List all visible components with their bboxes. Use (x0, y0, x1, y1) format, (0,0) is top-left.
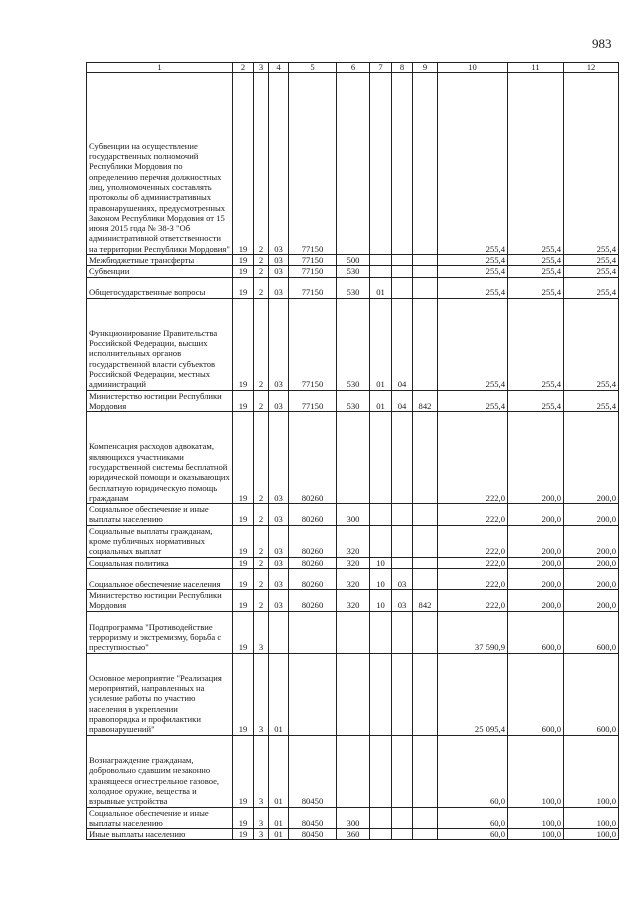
row-value-cell-4: 01 (269, 807, 289, 829)
row-value-cell-8 (392, 266, 413, 277)
row-value-cell-12: 200,0 (564, 589, 619, 611)
row-value-cell-8 (392, 829, 413, 840)
row-value-cell-4: 03 (269, 390, 289, 412)
page-number: 983 (592, 36, 612, 51)
row-value-cell-8 (392, 277, 413, 298)
row-value-cell-8 (392, 611, 413, 653)
row-value-cell-9 (413, 298, 438, 390)
row-value-cell-5: 80450 (289, 829, 337, 840)
row-value-cell-7: 10 (370, 568, 392, 589)
column-header-11: 11 (508, 63, 564, 73)
row-name-cell: Социальные выплаты гражданам, кроме публичных нормативных социальных выплат (87, 525, 233, 557)
table-row (87, 255, 619, 266)
row-value-cell-11: 255,4 (508, 266, 564, 277)
row-value-cell-9 (413, 277, 438, 298)
row-value-cell-12: 255,4 (564, 298, 619, 390)
row-value-cell-3: 2 (254, 255, 269, 266)
column-header-2: 2 (233, 63, 254, 73)
row-value-cell-8: 03 (392, 589, 413, 611)
row-value-cell-10: 222,0 (438, 568, 508, 589)
row-value-cell-10: 255,4 (438, 266, 508, 277)
table-row (87, 807, 619, 829)
row-value-cell-7 (370, 735, 392, 807)
row-value-cell-2: 19 (233, 412, 254, 504)
row-value-cell-11: 600,0 (508, 611, 564, 653)
row-name-cell: Социальное обеспечение и иные выплаты населению (87, 504, 233, 526)
row-value-cell-5: 77150 (289, 73, 337, 255)
row-value-cell-4: 03 (269, 412, 289, 504)
row-value-cell-8 (392, 807, 413, 829)
row-value-cell-10: 222,0 (438, 525, 508, 557)
table-row (87, 735, 619, 807)
row-value-cell-6: 500 (337, 255, 370, 266)
row-value-cell-5: 80260 (289, 568, 337, 589)
row-value-cell-11: 255,4 (508, 277, 564, 298)
row-value-cell-4: 03 (269, 557, 289, 568)
table-row (87, 412, 619, 504)
row-value-cell-11: 200,0 (508, 557, 564, 568)
row-value-cell-11: 200,0 (508, 589, 564, 611)
row-value-cell-3: 2 (254, 277, 269, 298)
row-value-cell-6: 530 (337, 298, 370, 390)
row-value-cell-11: 255,4 (508, 73, 564, 255)
row-value-cell-5: 80260 (289, 557, 337, 568)
row-value-cell-10: 255,4 (438, 255, 508, 266)
row-value-cell-11: 600,0 (508, 653, 564, 735)
row-value-cell-5: 80450 (289, 735, 337, 807)
row-value-cell-9 (413, 412, 438, 504)
row-value-cell-8: 03 (392, 568, 413, 589)
row-value-cell-3: 2 (254, 266, 269, 277)
row-value-cell-6 (337, 735, 370, 807)
row-value-cell-4: 03 (269, 298, 289, 390)
column-header-4: 4 (269, 63, 289, 73)
row-value-cell-6: 300 (337, 807, 370, 829)
row-value-cell-10: 25 095,4 (438, 653, 508, 735)
row-value-cell-12: 200,0 (564, 525, 619, 557)
table-row (87, 277, 619, 298)
row-value-cell-7: 01 (370, 298, 392, 390)
row-value-cell-4: 03 (269, 277, 289, 298)
row-value-cell-3: 3 (254, 735, 269, 807)
row-value-cell-2: 19 (233, 611, 254, 653)
row-value-cell-11: 100,0 (508, 807, 564, 829)
row-value-cell-3: 2 (254, 568, 269, 589)
row-value-cell-2: 19 (233, 525, 254, 557)
table-header-row (87, 63, 619, 73)
row-value-cell-6: 530 (337, 390, 370, 412)
row-value-cell-9 (413, 266, 438, 277)
row-value-cell-8 (392, 653, 413, 735)
row-value-cell-10: 37 590,9 (438, 611, 508, 653)
row-value-cell-5: 77150 (289, 266, 337, 277)
row-value-cell-10: 60,0 (438, 735, 508, 807)
row-value-cell-10: 60,0 (438, 829, 508, 840)
row-value-cell-10: 255,4 (438, 298, 508, 390)
row-value-cell-3: 2 (254, 73, 269, 255)
row-value-cell-8 (392, 735, 413, 807)
row-value-cell-6: 530 (337, 277, 370, 298)
row-value-cell-5: 80260 (289, 589, 337, 611)
row-value-cell-6 (337, 73, 370, 255)
row-value-cell-2: 19 (233, 255, 254, 266)
row-value-cell-2: 19 (233, 557, 254, 568)
row-value-cell-9 (413, 807, 438, 829)
table-row (87, 504, 619, 526)
row-value-cell-9: 842 (413, 589, 438, 611)
row-value-cell-8 (392, 73, 413, 255)
row-name-cell: Функционирование Правительства Российской Федерации, высших исполнительных органов государственной власти субъектов Российской Федерации, местных администраций (87, 298, 233, 390)
row-value-cell-12: 600,0 (564, 653, 619, 735)
table-row (87, 611, 619, 653)
row-value-cell-5: 77150 (289, 390, 337, 412)
row-value-cell-5: 80260 (289, 525, 337, 557)
row-value-cell-12: 100,0 (564, 829, 619, 840)
row-value-cell-12: 200,0 (564, 557, 619, 568)
row-value-cell-2: 19 (233, 298, 254, 390)
row-value-cell-5 (289, 653, 337, 735)
row-value-cell-12: 100,0 (564, 807, 619, 829)
row-value-cell-9 (413, 653, 438, 735)
table-row (87, 589, 619, 611)
column-header-6: 6 (337, 63, 370, 73)
row-value-cell-4: 01 (269, 829, 289, 840)
row-value-cell-6: 320 (337, 557, 370, 568)
row-value-cell-10: 255,4 (438, 390, 508, 412)
row-value-cell-5: 77150 (289, 298, 337, 390)
row-value-cell-7 (370, 807, 392, 829)
row-name-cell: Вознаграждение гражданам, добровольно сдавшим незаконно хранящееся огнестрельное газовое, холодное оружие, вещества и взрывные устройства (87, 735, 233, 807)
row-value-cell-4: 03 (269, 266, 289, 277)
row-value-cell-4: 03 (269, 568, 289, 589)
row-value-cell-3: 3 (254, 807, 269, 829)
table-row (87, 298, 619, 390)
row-value-cell-12: 200,0 (564, 504, 619, 526)
row-value-cell-9 (413, 525, 438, 557)
row-value-cell-11: 200,0 (508, 525, 564, 557)
row-name-cell: Субвенции (87, 266, 233, 277)
row-value-cell-10: 60,0 (438, 807, 508, 829)
row-value-cell-12: 255,4 (564, 73, 619, 255)
row-name-cell: Основное мероприятие "Реализация мероприятий, направленных на усиление работы по участию населения в укреплении правопорядка и профилактики правонарушений" (87, 653, 233, 735)
row-value-cell-7: 01 (370, 277, 392, 298)
table-row (87, 525, 619, 557)
row-name-cell: Социальная политика (87, 557, 233, 568)
row-value-cell-9 (413, 255, 438, 266)
row-value-cell-11: 255,4 (508, 390, 564, 412)
row-value-cell-8 (392, 557, 413, 568)
row-name-cell: Социальное обеспечение и иные выплаты населению (87, 807, 233, 829)
column-header-7: 7 (370, 63, 392, 73)
row-value-cell-10: 222,0 (438, 504, 508, 526)
table-row (87, 73, 619, 255)
row-value-cell-3: 2 (254, 504, 269, 526)
row-value-cell-2: 19 (233, 504, 254, 526)
row-name-cell: Субвенции на осуществление государственных полномочий Республики Мордовия по определению перечня должностных лиц, уполномоченных составлять протоколы об административных правонарушениях, предусмотренных Законом Республики Мордовия от 15 июня 2015 года № 38-З "Об административной ответственности на территории Республики Мордовия" (87, 73, 233, 255)
row-value-cell-3: 3 (254, 611, 269, 653)
row-value-cell-11: 255,4 (508, 255, 564, 266)
row-value-cell-6: 360 (337, 829, 370, 840)
row-value-cell-6: 320 (337, 589, 370, 611)
row-name-cell: Социальное обеспечение населения (87, 568, 233, 589)
row-value-cell-2: 19 (233, 589, 254, 611)
row-name-cell: Компенсация расходов адвокатам, являющихся участниками государственной системы бесплатной юридической помощи и оказывающих бесплатную юридическую помощь гражданам (87, 412, 233, 504)
column-header-1: 1 (87, 63, 233, 73)
column-header-5: 5 (289, 63, 337, 73)
row-name-cell: Подпрограмма "Противодействие терроризму и экстремизму, борьба с преступностью" (87, 611, 233, 653)
row-value-cell-5: 80450 (289, 807, 337, 829)
row-value-cell-4: 03 (269, 73, 289, 255)
row-value-cell-5: 80260 (289, 504, 337, 526)
row-value-cell-12: 200,0 (564, 412, 619, 504)
row-value-cell-7 (370, 73, 392, 255)
row-value-cell-3: 2 (254, 390, 269, 412)
row-value-cell-4: 03 (269, 504, 289, 526)
table-row (87, 390, 619, 412)
row-value-cell-10: 222,0 (438, 557, 508, 568)
row-value-cell-10: 255,4 (438, 277, 508, 298)
row-value-cell-7 (370, 412, 392, 504)
row-value-cell-11: 200,0 (508, 412, 564, 504)
table-row (87, 568, 619, 589)
row-value-cell-10: 222,0 (438, 412, 508, 504)
row-value-cell-12: 255,4 (564, 277, 619, 298)
row-value-cell-9: 842 (413, 390, 438, 412)
row-value-cell-2: 19 (233, 266, 254, 277)
column-header-8: 8 (392, 63, 413, 73)
row-value-cell-12: 255,4 (564, 255, 619, 266)
row-value-cell-7 (370, 255, 392, 266)
row-value-cell-11: 200,0 (508, 504, 564, 526)
table-row (87, 829, 619, 840)
row-value-cell-2: 19 (233, 807, 254, 829)
row-value-cell-7 (370, 653, 392, 735)
row-value-cell-6: 530 (337, 266, 370, 277)
row-value-cell-2: 19 (233, 73, 254, 255)
row-value-cell-8 (392, 255, 413, 266)
row-value-cell-4: 03 (269, 255, 289, 266)
column-header-9: 9 (413, 63, 438, 73)
row-value-cell-11: 255,4 (508, 298, 564, 390)
row-value-cell-4: 01 (269, 653, 289, 735)
row-value-cell-10: 255,4 (438, 73, 508, 255)
row-value-cell-3: 2 (254, 589, 269, 611)
row-value-cell-7 (370, 525, 392, 557)
row-value-cell-3: 2 (254, 557, 269, 568)
row-value-cell-6 (337, 611, 370, 653)
row-value-cell-11: 100,0 (508, 735, 564, 807)
row-value-cell-8 (392, 504, 413, 526)
row-name-cell: Министерство юстиции Республики Мордовия (87, 390, 233, 412)
row-name-cell: Министерство юстиции Республики Мордовия (87, 589, 233, 611)
row-value-cell-8 (392, 525, 413, 557)
column-header-3: 3 (254, 63, 269, 73)
row-value-cell-6 (337, 412, 370, 504)
table-row (87, 653, 619, 735)
row-value-cell-2: 19 (233, 277, 254, 298)
table-row (87, 557, 619, 568)
row-value-cell-9 (413, 557, 438, 568)
row-name-cell: Межбюджетные трансферты (87, 255, 233, 266)
row-value-cell-7: 10 (370, 557, 392, 568)
row-value-cell-7 (370, 504, 392, 526)
column-header-10: 10 (438, 63, 508, 73)
row-value-cell-9 (413, 829, 438, 840)
row-value-cell-12: 255,4 (564, 266, 619, 277)
row-value-cell-12: 600,0 (564, 611, 619, 653)
row-value-cell-9 (413, 504, 438, 526)
row-value-cell-7: 10 (370, 589, 392, 611)
column-header-12: 12 (564, 63, 619, 73)
row-value-cell-12: 200,0 (564, 568, 619, 589)
table-body (87, 73, 619, 840)
row-value-cell-6: 320 (337, 525, 370, 557)
row-value-cell-5: 80260 (289, 412, 337, 504)
row-value-cell-8 (392, 412, 413, 504)
row-value-cell-9 (413, 568, 438, 589)
row-value-cell-11: 200,0 (508, 568, 564, 589)
row-value-cell-4: 01 (269, 735, 289, 807)
row-value-cell-3: 2 (254, 412, 269, 504)
row-value-cell-5: 77150 (289, 255, 337, 266)
row-value-cell-6 (337, 653, 370, 735)
row-value-cell-7 (370, 611, 392, 653)
row-value-cell-7: 01 (370, 390, 392, 412)
row-value-cell-3: 2 (254, 298, 269, 390)
row-value-cell-4: 03 (269, 525, 289, 557)
row-value-cell-4: 03 (269, 589, 289, 611)
row-value-cell-9 (413, 73, 438, 255)
row-value-cell-8: 04 (392, 298, 413, 390)
row-value-cell-7 (370, 266, 392, 277)
row-value-cell-9 (413, 735, 438, 807)
row-value-cell-3: 3 (254, 829, 269, 840)
row-name-cell: Иные выплаты населению (87, 829, 233, 840)
row-value-cell-4 (269, 611, 289, 653)
row-name-cell: Общегосударственные вопросы (87, 277, 233, 298)
row-value-cell-10: 222,0 (438, 589, 508, 611)
row-value-cell-5: 77150 (289, 277, 337, 298)
row-value-cell-8: 04 (392, 390, 413, 412)
row-value-cell-5 (289, 611, 337, 653)
row-value-cell-11: 100,0 (508, 829, 564, 840)
row-value-cell-6: 320 (337, 568, 370, 589)
row-value-cell-12: 100,0 (564, 735, 619, 807)
row-value-cell-2: 19 (233, 653, 254, 735)
budget-table (86, 62, 619, 840)
row-value-cell-12: 255,4 (564, 390, 619, 412)
row-value-cell-2: 19 (233, 829, 254, 840)
row-value-cell-7 (370, 829, 392, 840)
table-row (87, 266, 619, 277)
row-value-cell-9 (413, 611, 438, 653)
row-value-cell-3: 2 (254, 525, 269, 557)
row-value-cell-2: 19 (233, 390, 254, 412)
row-value-cell-3: 3 (254, 653, 269, 735)
row-value-cell-6: 300 (337, 504, 370, 526)
row-value-cell-2: 19 (233, 735, 254, 807)
row-value-cell-2: 19 (233, 568, 254, 589)
